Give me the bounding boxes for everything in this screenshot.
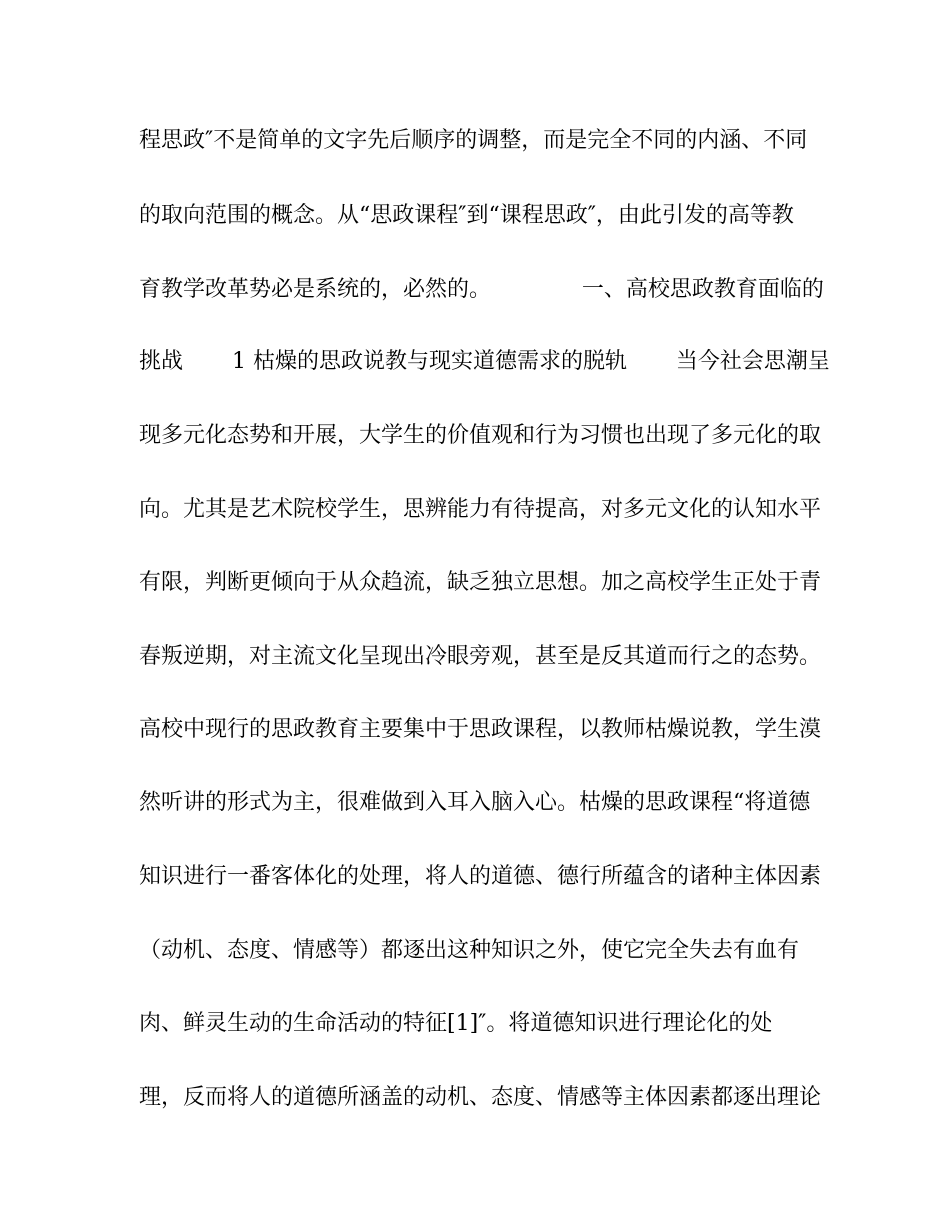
text-line: （动机、态度、情感等）都逐出这种知识之外，使它完全失去有血有 <box>139 938 800 963</box>
text-line: 肉、鲜灵生动的生命活动的特征[1]″。将道德知识进行理论化的处 <box>139 1011 773 1036</box>
text-line: 现多元化态势和开展，大学生的价值观和行为习惯也出现了多元化的取 <box>139 423 822 448</box>
text-line: 程思政″不是简单的文字先后顺序的调整，而是完全不同的内涵、不同 <box>139 128 808 153</box>
text-line: 然听讲的形式为主，很难做到入耳入脑入心。枯燥的思政课程“将道德 <box>139 790 811 815</box>
text-line: 有限，判断更倾向于从众趋流，缺乏独立思想。加之高校学生正处于青 <box>139 570 822 595</box>
text-line: 向。尤其是艺术院校学生，思辨能力有待提高，对多元文化的认知水平 <box>139 497 822 522</box>
text-line: 高校中现行的思政教育主要集中于思政课程，以教师枯燥说教，学生漠 <box>139 717 822 742</box>
text-line: 理，反而将人的道德所涵盖的动机、态度、情感等主体因素都逐出理论 <box>139 1085 822 1110</box>
text-line: 知识进行一番客体化的处理，将人的道德、德行所蕴含的诸种主体因素 <box>139 864 822 889</box>
text-line: 春叛逆期，对主流文化呈现出冷眼旁观，甚至是反其道而行之的态势。 <box>139 644 822 669</box>
text-line: 挑战 1 枯燥的思政说教与现实道德需求的脱轨 当今社会思潮呈 <box>139 349 830 374</box>
text-line: 育教学改革势必是系统的，必然的。 一、高校思政教育面临的 <box>139 277 824 302</box>
text-line: 的取向范围的概念。从“思政课程″到“课程思政″，由此引发的高等教 <box>139 203 794 228</box>
